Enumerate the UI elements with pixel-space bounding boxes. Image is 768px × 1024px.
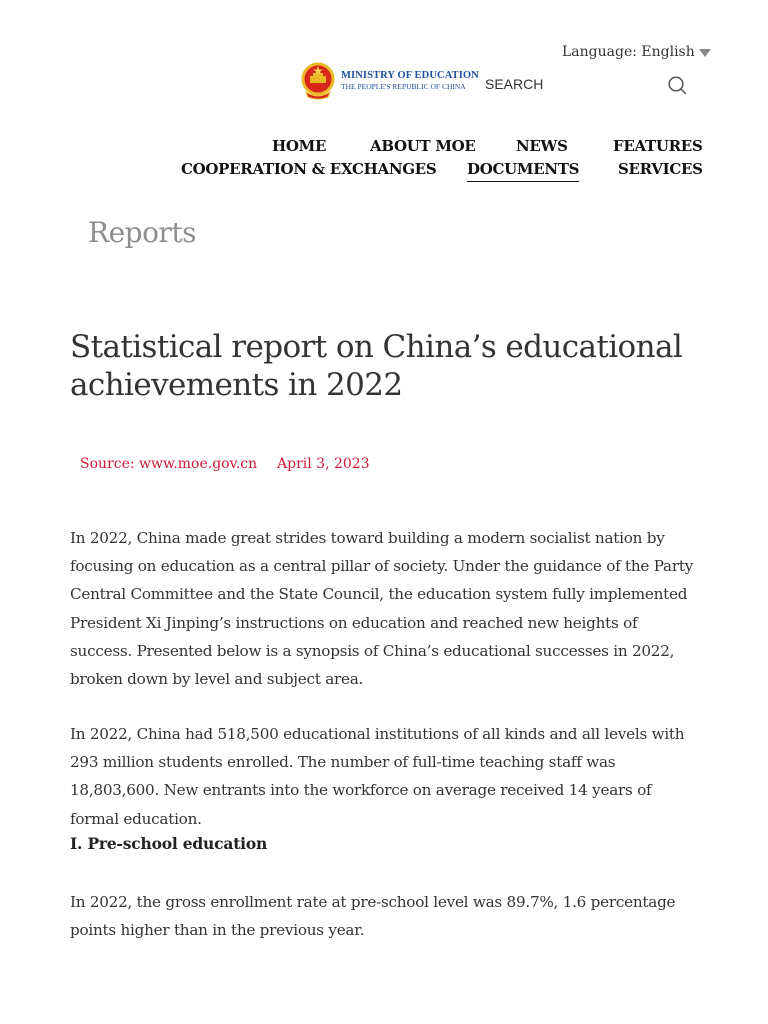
ministry-name: MINISTRY OF EDUCATION	[341, 70, 479, 81]
article-date: April 3, 2023	[277, 456, 370, 472]
national-emblem-icon	[300, 62, 336, 100]
article-paragraph: In 2022, China had 518,500 educational institutions of all kinds and all levels with 293 million students enrolled. The number of full-time teaching staff was 18,803,600. New entrants into the workforce on average received 14 years of formal education.	[70, 725, 685, 828]
article-source: Source: www.moe.gov.cn	[80, 456, 258, 472]
nav-news[interactable]: NEWS	[516, 137, 568, 155]
nav-services[interactable]: SERVICES	[618, 160, 703, 178]
ministry-subtitle: THE PEOPLE'S REPUBLIC OF CHINA	[341, 82, 466, 91]
language-selector[interactable]	[562, 44, 711, 60]
nav-about-moe[interactable]: ABOUT MOE	[370, 137, 476, 155]
language-label: Language: English	[562, 44, 695, 60]
breadcrumb-reports[interactable]: Reports	[88, 216, 196, 249]
section-heading: I. Pre-school education	[70, 834, 268, 853]
nav-home[interactable]: HOME	[272, 137, 327, 155]
nav-documents[interactable]: DOCUMENTS	[467, 160, 579, 182]
search-icon[interactable]	[666, 74, 688, 96]
nav-features[interactable]: FEATURES	[613, 137, 703, 155]
article-paragraph: In 2022, China made great strides toward building a modern socialist nation by focusing on education as a central pillar of society. Under the guidance of the Party Central Committee and the State Council, the education system fully implemented President Xi Jinping’s instructions on education and reached new heights of success. Presented below is a synopsis of China’s educational successes in 2022, broken down by level and subject area.	[70, 529, 694, 689]
search-input[interactable]	[485, 72, 655, 96]
nav-cooperation-exchanges[interactable]: COOPERATION & EXCHANGES	[181, 160, 437, 178]
article-title: Statistical report on China’s educational achievements in 2022	[70, 329, 683, 403]
article-paragraph: In 2022, the gross enrollment rate at pre-school level was 89.7%, 1.6 percentage points higher than in the previous year.	[70, 893, 676, 940]
dropdown-caret-icon	[699, 49, 711, 57]
